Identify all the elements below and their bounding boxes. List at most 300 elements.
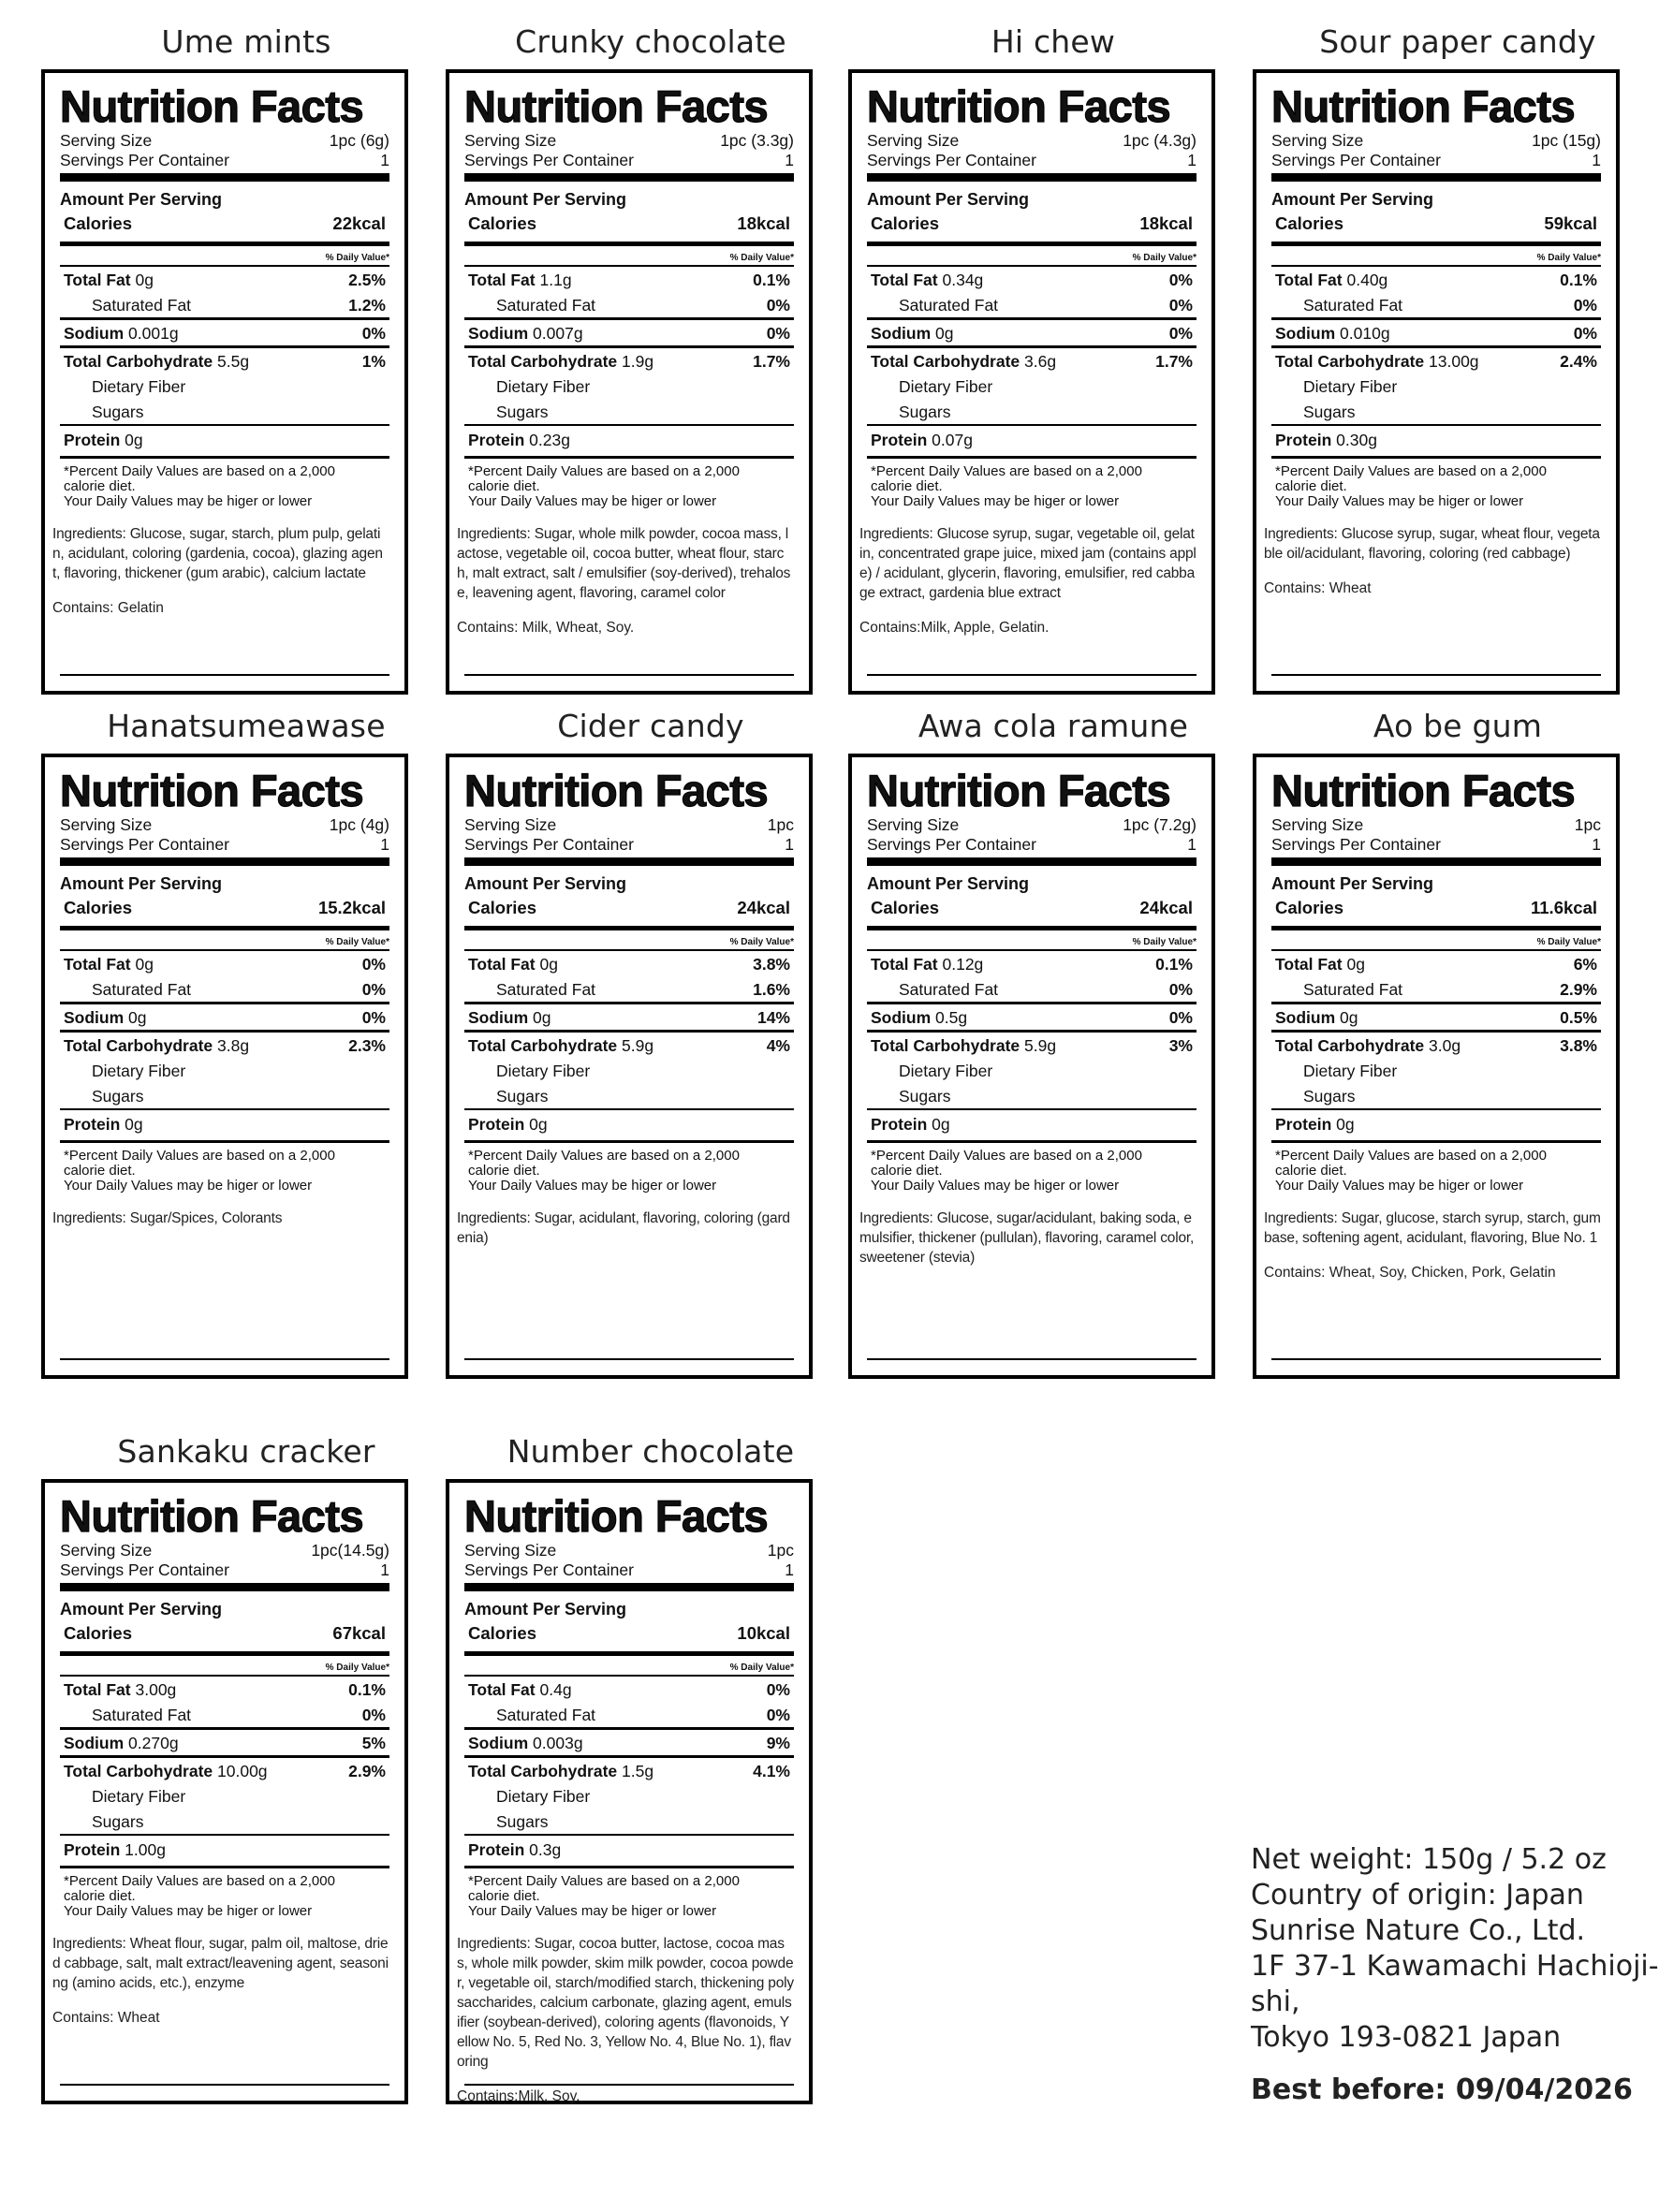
saturated-fat-percent: 0% [766,1706,790,1724]
sugars-row [60,1083,389,1108]
dietary-fiber-label: Dietary Fiber [1303,1062,1398,1080]
footnote-line: *Percent Daily Values are based on a 2,000 [64,1148,335,1164]
daily-value-header: % Daily Value* [867,926,1197,949]
sodium-value: 0g [1340,1008,1358,1027]
saturated-fat-percent: 1.2% [348,296,386,315]
sodium-row [1271,317,1601,345]
sodium-percent: 0% [1168,1008,1193,1027]
servings-per-container-label: Servings Per Container [1271,835,1441,854]
serving-size-value: 1pc(14.5g) [311,1541,389,1560]
serving-size-row [1271,131,1601,151]
calories-value: 11.6kcal [1531,898,1597,917]
divider [60,674,389,676]
amount-per-serving-label: Amount Per Serving [867,874,1030,893]
serving-size-row [464,815,794,835]
product-card-number-chocolate [446,1417,856,2104]
nutrition-facts-heading: Nutrition Facts [464,1491,769,1541]
protein-label: Protein [64,1115,121,1134]
amount-per-serving-label: Amount Per Serving [867,190,1030,209]
footnote-line: calorie diet. [468,1163,540,1179]
total-fat-label: Total Fat [64,1680,131,1699]
allergens-text: Contains: Milk, Wheat, Soy. [457,620,635,636]
serving-size-label: Serving Size [60,815,153,834]
calories-label: Calories [64,1623,133,1643]
carbohydrate-label: Total Carbohydrate [64,352,213,371]
serving-size-row [464,1541,794,1560]
product-card-hi-chew [848,7,1258,695]
product-card-cider-candy [446,692,856,1379]
carbohydrate-label: Total Carbohydrate [468,1036,618,1055]
total-fat-label: Total Fat [64,271,131,289]
calories-label: Calories [64,898,133,917]
calories-row [464,212,794,236]
sodium-label: Sodium [468,324,529,343]
total-fat-label: Total Fat [871,271,938,289]
protein-row [867,1108,1197,1138]
divider [867,1358,1197,1360]
daily-value-header: % Daily Value* [464,242,794,265]
servings-per-container-row [867,151,1197,170]
divider [464,173,794,182]
protein-value: 0.07g [932,431,973,449]
amount-per-serving-label: Amount Per Serving [464,874,627,893]
dietary-fiber-label: Dietary Fiber [92,377,186,396]
nutrition-facts-panel [446,1479,813,2104]
sugars-label: Sugars [496,1087,549,1106]
nutrition-facts-heading: Nutrition Facts [60,1491,364,1541]
nutrition-facts-heading: Nutrition Facts [60,766,364,815]
company-name: Sunrise Nature Co., Ltd. [1251,1914,1586,1947]
daily-values-footnote [867,1143,1197,1194]
protein-row [867,424,1197,454]
serving-size-label: Serving Size [1271,131,1364,150]
servings-per-container-label: Servings Per Container [60,835,229,854]
footnote-line: calorie diet. [1275,478,1347,494]
calories-label: Calories [1275,213,1344,233]
servings-per-container-value: 1 [1187,151,1197,169]
calories-label: Calories [468,898,537,917]
protein-value: 0g [125,1115,143,1134]
protein-value: 0.3g [529,1840,562,1859]
dietary-fiber-row [60,1783,389,1809]
ingredients-text: Ingredients: Glucose syrup, sugar, vegetable oil, gelatin, concentrated grape juice, mixed jam (contains apple) / acidulant, glycerin, flavoring, emulsifier, red cabbage extract, gardenia blue extract [859,526,1197,601]
calories-row [60,896,389,920]
amount-per-serving-label: Amount Per Serving [60,874,223,893]
carbohydrate-label: Total Carbohydrate [1275,1036,1425,1055]
calories-label: Calories [468,213,537,233]
total-fat-percent: 0.1% [348,1680,386,1699]
serving-size-label: Serving Size [60,131,153,150]
servings-per-container-row [60,835,389,855]
sugars-label: Sugars [92,1812,144,1831]
sugars-row [464,1083,794,1108]
address-line: Tokyo 193-0821 Japan [1251,2021,1562,2054]
sodium-row [464,317,794,345]
carbohydrate-value: 3.6g [1024,352,1057,371]
product-card-sankaku-cracker [41,1417,451,2104]
serving-size-row [867,815,1197,835]
sodium-row [867,1002,1197,1030]
protein-row [1271,1108,1601,1138]
sodium-percent: 0% [1168,324,1193,343]
servings-per-container-label: Servings Per Container [60,1560,229,1579]
product-name: Cider candy [557,708,744,744]
serving-size-value: 1pc [1574,815,1601,834]
amount-per-serving-label: Amount Per Serving [464,190,627,209]
carbohydrate-row [1271,345,1601,374]
footnote-line: calorie diet. [64,1888,136,1904]
saturated-fat-row [60,976,389,1002]
carbohydrate-label: Total Carbohydrate [468,352,618,371]
dietary-fiber-label: Dietary Fiber [899,377,993,396]
servings-per-container-label: Servings Per Container [867,835,1036,854]
servings-per-container-row [1271,835,1601,855]
serving-size-value: 1pc (7.2g) [1123,815,1197,834]
servings-per-container-row [60,151,389,170]
saturated-fat-percent: 0% [766,296,790,315]
daily-value-header: % Daily Value* [60,926,389,949]
dietary-fiber-row [1271,1058,1601,1083]
nutrition-facts-panel [1253,754,1620,1379]
sugars-row [464,399,794,424]
sodium-percent: 0% [361,324,386,343]
nutrition-facts-panel [848,754,1215,1379]
nutrition-facts-panel [848,69,1215,695]
ingredients-text: Ingredients: Sugar, cocoa butter, lactose, cocoa mass, whole milk powder, skim milk powder, cocoa powder, vegetable oil, starch/modified starch, thickening polysaccharides, calcium carbonate, glazing agent, emulsifier (soybean-derived), coloring agents (flavonoids, Yellow No. 5, Red No. 3, Yellow No. 4, Blue No. 1), flavoring [457,1936,794,2070]
saturated-fat-percent: 0% [361,980,386,999]
total-fat-value: 0g [539,955,558,974]
dietary-fiber-row [867,1058,1197,1083]
amount-per-serving-label: Amount Per Serving [60,1600,223,1619]
amount-per-serving-label: Amount Per Serving [60,190,223,209]
total-fat-percent: 2.5% [348,271,386,289]
footnote-line: calorie diet. [871,478,943,494]
sugars-label: Sugars [899,403,951,421]
divider [1271,173,1601,182]
saturated-fat-percent: 1.6% [753,980,790,999]
servings-per-container-row [1271,151,1601,170]
total-fat-percent: 0.1% [753,271,790,289]
servings-per-container-label: Servings Per Container [464,1560,634,1579]
calories-value: 10kcal [737,1623,790,1643]
nutrition-facts-panel [1253,69,1620,695]
total-fat-label: Total Fat [871,955,938,974]
carbohydrate-row [464,1030,794,1058]
sodium-value: 0.001g [128,324,179,343]
serving-size-row [867,131,1197,151]
serving-size-label: Serving Size [60,1541,153,1560]
sodium-percent: 14% [756,1008,790,1027]
allergens-text: Contains:Milk, Soy. [457,2088,580,2104]
sugars-row [60,1809,389,1834]
protein-row [464,424,794,454]
servings-per-container-row [867,835,1197,855]
carbohydrate-percent: 1.7% [1155,352,1193,371]
carbohydrate-value: 5.5g [217,352,250,371]
calories-row [464,1621,794,1646]
carbohydrate-label: Total Carbohydrate [64,1762,213,1780]
calories-row [867,212,1197,236]
product-name: Sour paper candy [1319,23,1596,60]
daily-value-header: % Daily Value* [867,242,1197,265]
carbohydrate-value: 5.9g [622,1036,654,1055]
serving-size-value: 1pc [767,1541,794,1560]
servings-per-container-value: 1 [1592,835,1601,854]
carbohydrate-value: 5.9g [1024,1036,1057,1055]
serving-size-label: Serving Size [464,1541,557,1560]
sodium-row [60,317,389,345]
serving-size-row [60,815,389,835]
sodium-label: Sodium [468,1734,529,1752]
footnote-line: *Percent Daily Values are based on a 2,000 [468,1148,740,1164]
saturated-fat-label: Saturated Fat [496,980,596,999]
calories-label: Calories [468,1623,537,1643]
allergens-text: Contains: Wheat [52,2010,160,2026]
total-fat-row [464,1675,794,1702]
divider [464,857,794,866]
footnote-line: calorie diet. [468,1888,540,1904]
dietary-fiber-row [464,1058,794,1083]
carbohydrate-label: Total Carbohydrate [64,1036,213,1055]
protein-label: Protein [64,1840,121,1859]
divider [867,173,1197,182]
total-fat-percent: 0.1% [1560,271,1597,289]
saturated-fat-row [60,292,389,317]
dietary-fiber-label: Dietary Fiber [496,1787,591,1806]
dietary-fiber-row [464,374,794,399]
protein-label: Protein [1275,1115,1332,1134]
footnote-line: *Percent Daily Values are based on a 2,000 [1275,463,1547,479]
total-fat-value: 1.1g [539,271,572,289]
protein-label: Protein [468,1840,525,1859]
ingredients-text: Ingredients: Glucose, sugar/acidulant, baking soda, emulsifier, thickener (pullulan), flavoring, caramel color, sweetener (stevia) [859,1210,1195,1266]
protein-label: Protein [64,431,121,449]
sodium-row [60,1727,389,1755]
product-info-block [1251,1842,1659,2108]
sodium-label: Sodium [1275,1008,1336,1027]
sodium-row [464,1727,794,1755]
product-name: Ao be gum [1373,708,1543,744]
nutrition-facts-panel [41,754,408,1379]
ingredients-text: Ingredients: Sugar, glucose, starch syrup, starch, gum base, softening agent, acidulant, flavoring, Blue No. 1 [1264,1210,1601,1246]
sugars-row [867,399,1197,424]
sodium-percent: 9% [766,1734,790,1752]
footnote-line: calorie diet. [871,1163,943,1179]
nutrition-facts-panel [446,754,813,1379]
product-name: Hi chew [991,23,1116,60]
sugars-row [1271,1083,1601,1108]
servings-per-container-row [464,151,794,170]
servings-per-container-value: 1 [380,1560,389,1579]
total-fat-value: 0g [135,271,154,289]
total-fat-value: 3.00g [135,1680,177,1699]
daily-values-footnote [1271,1143,1601,1194]
total-fat-row [60,949,389,976]
amount-per-serving-label: Amount Per Serving [464,1600,627,1619]
allergens-text: Contains: Wheat [1264,580,1372,596]
serving-size-label: Serving Size [867,815,960,834]
protein-value: 0.30g [1336,431,1377,449]
nutrition-facts-heading: Nutrition Facts [867,766,1171,815]
sodium-percent: 5% [361,1734,386,1752]
servings-per-container-value: 1 [1592,151,1601,169]
divider [60,1358,389,1360]
saturated-fat-label: Saturated Fat [899,980,999,999]
total-fat-row [60,265,389,292]
footnote-line: Your Daily Values may be higer or lower [64,1178,313,1194]
best-before-date: Best before: 09/04/2026 [1251,2073,1633,2106]
divider [867,857,1197,866]
saturated-fat-label: Saturated Fat [1303,980,1403,999]
nutrition-facts-panel [41,1479,408,2104]
daily-value-header: % Daily Value* [1271,926,1601,949]
dietary-fiber-row [1271,374,1601,399]
saturated-fat-label: Saturated Fat [496,296,596,315]
protein-value: 0g [1336,1115,1355,1134]
daily-values-footnote [60,1868,389,1919]
footnote-line: *Percent Daily Values are based on a 2,000 [468,1873,740,1889]
sugars-row [464,1809,794,1834]
protein-row [60,1108,389,1138]
carbohydrate-row [464,345,794,374]
carbohydrate-value: 1.5g [622,1762,654,1780]
saturated-fat-row [1271,976,1601,1002]
daily-values-footnote [60,459,389,509]
protein-row [60,1834,389,1864]
product-card-ao-be-gum [1253,692,1659,1379]
sodium-label: Sodium [64,324,125,343]
ingredients-text: Ingredients: Glucose, sugar, starch, plum pulp, gelatin, acidulant, coloring (gardenia, cocoa), glazing agent, flavoring, thickener (gum arabic), calcium lactate [52,526,383,581]
total-fat-label: Total Fat [64,955,131,974]
footnote-line: calorie diet. [64,1163,136,1179]
dietary-fiber-label: Dietary Fiber [496,377,591,396]
daily-values-footnote [464,1143,794,1194]
footnote-line: calorie diet. [468,478,540,494]
sodium-label: Sodium [64,1734,125,1752]
sugars-label: Sugars [92,403,144,421]
servings-per-container-row [464,1560,794,1580]
sodium-value: 0.003g [533,1734,583,1752]
serving-size-value: 1pc (4g) [329,815,389,834]
saturated-fat-label: Saturated Fat [92,296,192,315]
nutrition-facts-panel [446,69,813,695]
saturated-fat-percent: 0% [1168,980,1193,999]
servings-per-container-label: Servings Per Container [60,151,229,169]
servings-per-container-value: 1 [380,835,389,854]
carbohydrate-label: Total Carbohydrate [468,1762,618,1780]
sodium-row [867,317,1197,345]
sugars-label: Sugars [496,403,549,421]
saturated-fat-label: Saturated Fat [92,980,192,999]
sugars-row [867,1083,1197,1108]
carbohydrate-row [60,1030,389,1058]
serving-size-value: 1pc (15g) [1532,131,1601,150]
sugars-label: Sugars [1303,403,1356,421]
serving-size-row [1271,815,1601,835]
footnote-line: *Percent Daily Values are based on a 2,000 [468,463,740,479]
protein-value: 0g [932,1115,950,1134]
carbohydrate-percent: 4.1% [753,1762,790,1780]
servings-per-container-row [464,835,794,855]
protein-row [1271,424,1601,454]
protein-label: Protein [871,1115,928,1134]
calories-value: 15.2kcal [317,898,386,917]
carbohydrate-row [60,345,389,374]
divider [60,857,389,866]
sodium-label: Sodium [871,1008,932,1027]
product-card-crunky-chocolate [446,7,856,695]
dietary-fiber-label: Dietary Fiber [92,1062,186,1080]
daily-value-header: % Daily Value* [464,1651,794,1675]
ingredients-text: Ingredients: Wheat flour, sugar, palm oil, maltose, dried cabbage, salt, malt extract/leavening agent, seasoning (amino acids, etc.), enzyme [52,1936,389,1991]
footnote-line: *Percent Daily Values are based on a 2,000 [64,1873,335,1889]
protein-row [464,1834,794,1864]
carbohydrate-value: 10.00g [217,1762,268,1780]
total-fat-label: Total Fat [468,955,536,974]
carbohydrate-label: Total Carbohydrate [1275,352,1425,371]
total-fat-percent: 0% [1168,271,1193,289]
calories-row [464,896,794,920]
sugars-row [1271,399,1601,424]
carbohydrate-value: 13.00g [1429,352,1479,371]
product-card-ume-mints [41,7,451,695]
daily-values-footnote [464,1868,794,1919]
product-card-hanatsumeawase [41,692,451,1379]
divider [60,2084,389,2086]
net-weight: Net weight: 150g / 5.2 oz [1251,1843,1607,1876]
total-fat-percent: 0% [766,1680,790,1699]
serving-size-label: Serving Size [867,131,960,150]
total-fat-value: 0g [135,955,154,974]
serving-size-value: 1pc (3.3g) [720,131,794,150]
footnote-line: Your Daily Values may be higer or lower [468,1903,717,1919]
calories-value: 18kcal [1139,213,1193,233]
calories-value: 22kcal [332,213,386,233]
divider [1271,1358,1601,1360]
sodium-value: 0g [935,324,954,343]
sugars-label: Sugars [1303,1087,1356,1106]
carbohydrate-percent: 3.8% [1560,1036,1597,1055]
product-card-sour-paper-candy [1253,7,1659,695]
saturated-fat-label: Saturated Fat [899,296,999,315]
allergens-text: Contains: Gelatin [52,600,164,616]
calories-row [867,896,1197,920]
calories-label: Calories [64,213,133,233]
serving-size-value: 1pc (6g) [329,131,389,150]
footnote-line: Your Daily Values may be higer or lower [871,1178,1120,1194]
product-card-awa-cola-ramune [848,692,1258,1379]
calories-label: Calories [1275,898,1344,917]
ingredients-text: Ingredients: Sugar/Spices, Colorants [52,1210,283,1226]
total-fat-row [1271,949,1601,976]
product-name: Awa cola ramune [918,708,1189,744]
servings-per-container-label: Servings Per Container [1271,151,1441,169]
sodium-label: Sodium [64,1008,125,1027]
total-fat-label: Total Fat [468,1680,536,1699]
footnote-line: calorie diet. [1275,1163,1347,1179]
divider [1271,857,1601,866]
sugars-label: Sugars [899,1087,951,1106]
divider [867,674,1197,676]
calories-value: 24kcal [1139,898,1193,917]
sodium-label: Sodium [871,324,932,343]
divider [60,1583,389,1591]
saturated-fat-row [1271,292,1601,317]
protein-label: Protein [468,431,525,449]
saturated-fat-row [464,1702,794,1727]
saturated-fat-percent: 0% [1573,296,1597,315]
divider [60,173,389,182]
